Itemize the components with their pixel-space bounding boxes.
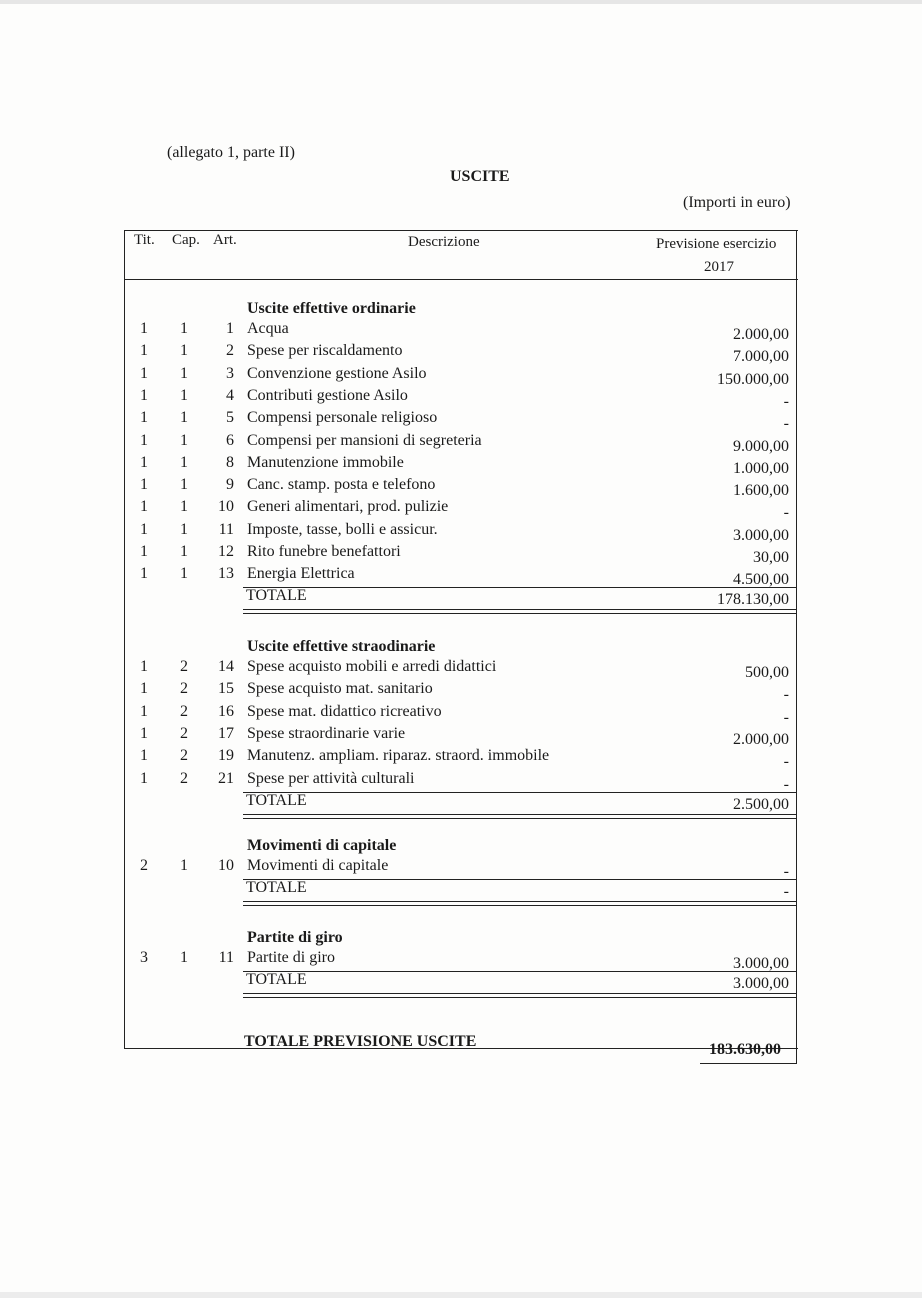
section-title: Movimenti di capitale	[247, 837, 397, 854]
cell-amount: -	[783, 775, 789, 793]
cell-cap: 2	[180, 724, 188, 742]
cell-art: 1	[226, 320, 234, 337]
cell-description: Manutenzione immobile	[247, 453, 404, 471]
cell-cap: 1	[180, 949, 188, 966]
table-row	[0, 658, 922, 680]
cell-cap: 2	[180, 680, 188, 698]
table-row	[0, 342, 922, 364]
cell-art: 15	[218, 680, 234, 698]
table-row	[0, 521, 922, 543]
table-row	[0, 680, 922, 702]
cell-cap: 1	[180, 364, 188, 382]
cell-tit: 1	[140, 498, 148, 516]
cell-art: 5	[226, 409, 234, 427]
total-label: TOTALE	[246, 971, 307, 988]
cell-amount: 2.000,00	[733, 730, 789, 748]
cell-art: 3	[226, 364, 234, 382]
cell-cap: 1	[180, 431, 188, 449]
cell-amount: 1.000,00	[733, 459, 789, 477]
cell-description: Compensi per mansioni di segreteria	[247, 431, 482, 449]
table-border-top	[124, 230, 798, 231]
cell-tit: 1	[140, 543, 148, 560]
cell-amount: 150.000,00	[717, 370, 789, 388]
cell-art: 16	[218, 702, 234, 720]
section-title: Uscite effettive ordinarie	[247, 300, 416, 317]
cell-amount: -	[783, 504, 789, 522]
cell-cap: 2	[180, 702, 188, 720]
total-label: TOTALE	[246, 587, 307, 605]
page-title: USCITE	[450, 168, 510, 185]
column-header-tit: Tit.	[134, 232, 155, 248]
cell-art: 4	[226, 386, 234, 404]
cell-art: 2	[226, 342, 234, 360]
cell-tit: 2	[140, 857, 148, 874]
total-double-underline	[243, 993, 796, 998]
cell-art: 12	[218, 543, 234, 560]
cell-tit: 1	[140, 320, 148, 337]
total-amount: 178.130,00	[717, 591, 789, 609]
cell-art: 9	[226, 476, 234, 494]
cell-tit: 1	[140, 453, 148, 471]
cell-tit: 3	[140, 949, 148, 966]
cell-cap: 1	[180, 857, 188, 874]
cell-tit: 1	[140, 680, 148, 698]
table-row	[0, 725, 922, 747]
cell-cap: 1	[180, 342, 188, 360]
total-row	[0, 587, 922, 609]
grand-total-underline	[700, 1063, 796, 1064]
column-header-year: 2017	[704, 259, 734, 275]
cell-amount: 1.600,00	[733, 482, 789, 500]
total-row	[0, 879, 922, 901]
scan-edge-top	[0, 0, 922, 4]
cell-art: 10	[218, 857, 234, 874]
total-row	[0, 971, 922, 993]
column-header-forecast: Previsione esercizio	[656, 236, 777, 252]
cell-description: Convenzione gestione Asilo	[247, 364, 427, 382]
cell-cap: 1	[180, 476, 188, 494]
cell-amount: 9.000,00	[733, 437, 789, 455]
cell-description: Energia Elettrica	[247, 565, 355, 583]
table-row	[0, 543, 922, 565]
cell-tit: 1	[140, 565, 148, 583]
cell-cap: 2	[180, 747, 188, 765]
cell-amount: 4.500,00	[733, 571, 789, 589]
cell-cap: 2	[180, 769, 188, 787]
table-row	[0, 387, 922, 409]
cell-art: 14	[218, 658, 234, 675]
cell-art: 6	[226, 431, 234, 449]
cell-art: 13	[218, 565, 234, 583]
table-row	[0, 498, 922, 520]
cell-cap: 1	[180, 409, 188, 427]
cell-description: Imposte, tasse, bolli e assicur.	[247, 520, 438, 538]
cell-description: Generi alimentari, prod. pulizie	[247, 498, 449, 516]
cell-description: Rito funebre benefattori	[247, 543, 401, 560]
cell-tit: 1	[140, 724, 148, 742]
cell-description: Compensi personale religioso	[247, 409, 438, 427]
grand-total-label: TOTALE PREVISIONE USCITE	[244, 1033, 477, 1050]
cell-description: Partite di giro	[247, 949, 335, 966]
scan-edge-bottom	[0, 1292, 922, 1298]
cell-cap: 2	[180, 658, 188, 675]
cell-art: 10	[218, 498, 234, 516]
cell-amount: -	[783, 863, 789, 880]
section-title: Uscite effettive straodinarie	[247, 638, 436, 655]
cell-tit: 1	[140, 658, 148, 675]
cell-tit: 1	[140, 769, 148, 787]
cell-tit: 1	[140, 520, 148, 538]
cell-cap: 1	[180, 520, 188, 538]
cell-description: Spese mat. didattico ricreativo	[247, 702, 442, 720]
table-row	[0, 949, 922, 971]
currency-note: (Importi in euro)	[683, 194, 791, 211]
cell-art: 11	[218, 520, 234, 538]
cell-cap: 1	[180, 498, 188, 516]
cell-description: Spese per attività culturali	[247, 769, 415, 787]
cell-description: Spese per riscaldamento	[247, 342, 403, 360]
cell-cap: 1	[180, 565, 188, 583]
header-separator	[124, 279, 798, 280]
cell-amount: 3.000,00	[733, 955, 789, 972]
cell-tit: 1	[140, 476, 148, 494]
cell-tit: 1	[140, 342, 148, 360]
cell-description: Canc. stamp. posta e telefono	[247, 476, 436, 494]
column-header-cap: Cap.	[172, 232, 200, 248]
table-row	[0, 432, 922, 454]
document-reference: (allegato 1, parte II)	[167, 144, 295, 161]
cell-art: 8	[226, 453, 234, 471]
cell-description: Contributi gestione Asilo	[247, 386, 408, 404]
total-row	[0, 792, 922, 814]
table-row	[0, 747, 922, 769]
cell-description: Acqua	[247, 320, 289, 337]
table-row	[0, 409, 922, 431]
cell-cap: 1	[180, 320, 188, 337]
cell-tit: 1	[140, 431, 148, 449]
cell-amount: 500,00	[745, 664, 789, 681]
cell-cap: 1	[180, 453, 188, 471]
total-label: TOTALE	[246, 791, 307, 809]
cell-tit: 1	[140, 386, 148, 404]
table-row	[0, 565, 922, 587]
grand-total-value: 183.630,00	[709, 1041, 781, 1058]
total-amount: 3.000,00	[733, 975, 789, 992]
column-header-art: Art.	[213, 232, 237, 248]
table-row	[0, 770, 922, 792]
cell-tit: 1	[140, 747, 148, 765]
cell-art: 11	[218, 949, 234, 966]
total-amount: 2.500,00	[733, 795, 789, 813]
cell-description: Spese acquisto mat. sanitario	[247, 680, 433, 698]
section-title: Partite di giro	[247, 929, 343, 946]
table-row	[0, 454, 922, 476]
cell-description: Spese straordinarie varie	[247, 724, 406, 742]
cell-amount: 2.000,00	[733, 326, 789, 343]
cell-amount: 30,00	[753, 549, 789, 566]
cell-description: Movimenti di capitale	[247, 857, 389, 874]
cell-tit: 1	[140, 702, 148, 720]
total-double-underline	[243, 609, 796, 614]
table-row	[0, 857, 922, 879]
cell-amount: -	[783, 392, 789, 410]
table-row	[0, 320, 922, 342]
table-row	[0, 703, 922, 725]
cell-tit: 1	[140, 364, 148, 382]
cell-cap: 1	[180, 543, 188, 560]
cell-amount: 7.000,00	[733, 348, 789, 366]
cell-amount: 3.000,00	[733, 526, 789, 544]
total-double-underline	[243, 814, 796, 819]
cell-cap: 1	[180, 386, 188, 404]
cell-art: 17	[218, 724, 234, 742]
cell-amount: -	[783, 753, 789, 771]
cell-amount: -	[783, 686, 789, 704]
total-amount: -	[783, 883, 789, 900]
cell-amount: -	[783, 708, 789, 726]
cell-art: 19	[218, 747, 234, 765]
total-double-underline	[243, 901, 796, 906]
cell-description: Spese acquisto mobili e arredi didattici	[247, 658, 497, 675]
cell-description: Manutenz. ampliam. riparaz. straord. immobile	[247, 747, 550, 765]
table-row	[0, 365, 922, 387]
cell-amount: -	[783, 415, 789, 433]
total-label: TOTALE	[246, 879, 307, 896]
column-header-description: Descrizione	[408, 234, 480, 250]
cell-art: 21	[218, 769, 234, 787]
cell-tit: 1	[140, 409, 148, 427]
table-row	[0, 476, 922, 498]
